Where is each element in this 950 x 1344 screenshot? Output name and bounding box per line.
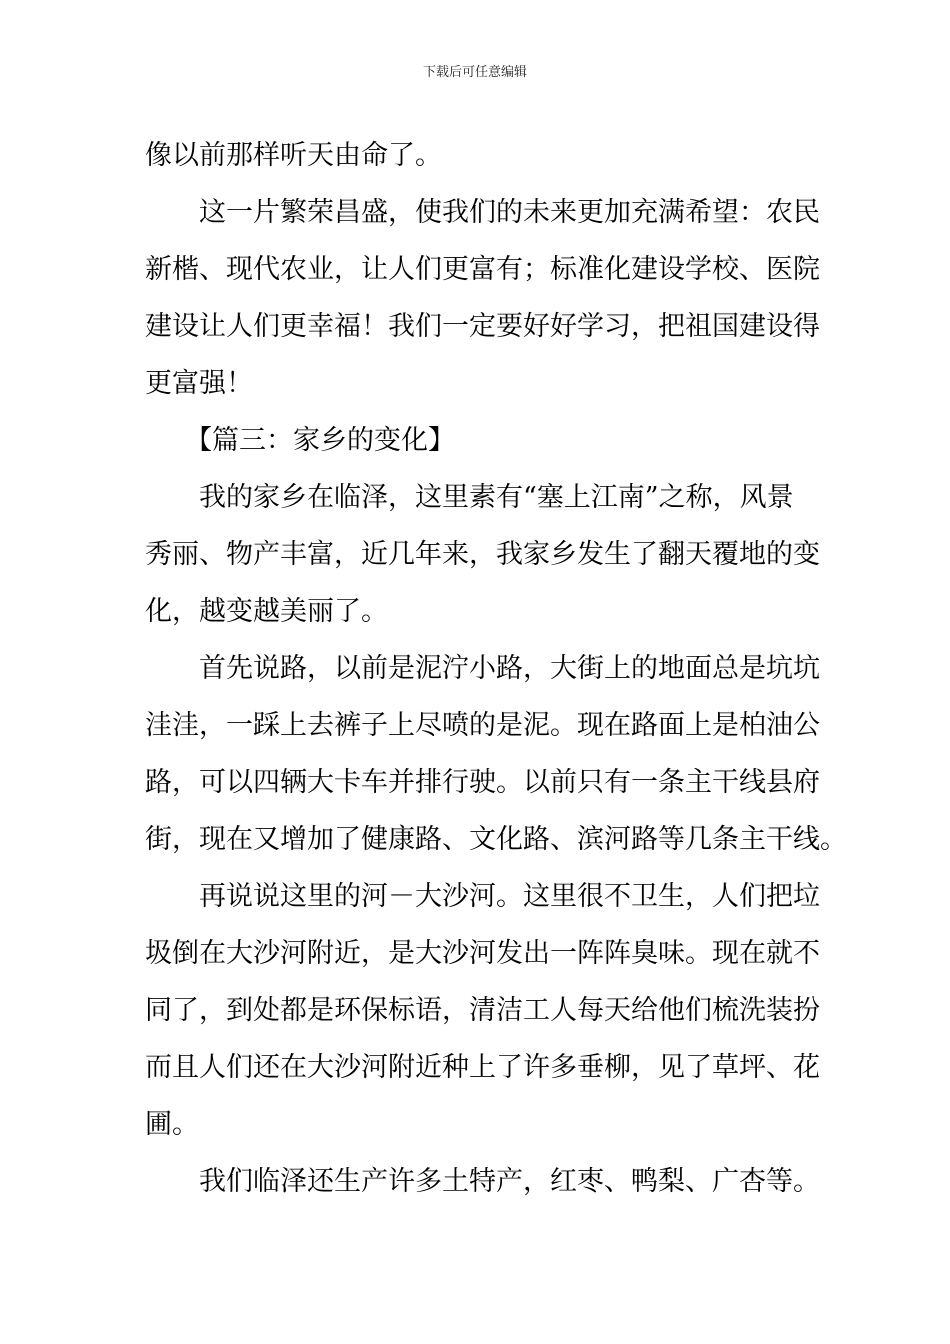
text-line: 秀丽、物产丰富，近几年来，我家乡发生了翻天覆地的变 xyxy=(145,539,820,570)
text-line: 建设让人们更幸福！我们一定要好好学习，把祖国建设得 xyxy=(145,311,820,342)
text-line: 再说说这里的河－大沙河。这里很不卫生，人们把垃 xyxy=(199,881,820,912)
text-line: 圃。 xyxy=(145,1109,199,1140)
text-line: 我的家乡在临泽，这里素有“塞上江南”之称，风景 xyxy=(199,482,794,513)
text-line: 圾倒在大沙河附近，是大沙河发出一阵阵臭味。现在就不 xyxy=(145,938,820,969)
document-body xyxy=(145,127,847,1210)
section-heading: 【篇三：家乡的变化】 xyxy=(185,425,455,456)
text-line: 洼洼，一踩上去裤子上尽喷的是泥。现在路面上是柏油公 xyxy=(145,710,820,741)
text-line: 我们临泽还生产许多土特产，红枣、鸭梨、广杏等。 xyxy=(199,1166,820,1197)
page-header: 下载后可任意编辑 xyxy=(422,65,527,80)
text-line: 首先说路，以前是泥泞小路，大街上的地面总是坑坑 xyxy=(199,653,820,684)
text-line: 像以前那样听天由命了。 xyxy=(145,140,442,171)
text-line: 街，现在又增加了健康路、文化路、滨河路等几条主干线。 xyxy=(145,824,847,855)
text-line: 而且人们还在大沙河附近种上了许多垂柳，见了草坪、花 xyxy=(145,1052,820,1083)
text-line: 这一片繁荣昌盛，使我们的未来更加充满希望：农民 xyxy=(199,197,820,228)
text-line: 更富强！ xyxy=(145,368,253,399)
text-line: 路，可以四辆大卡车并排行驶。以前只有一条主干线县府 xyxy=(145,767,820,798)
text-line: 化，越变越美丽了。 xyxy=(145,596,388,627)
text-line: 新楷、现代农业，让人们更富有；标准化建设学校、医院 xyxy=(145,254,820,285)
text-line: 同了，到处都是环保标语，清洁工人每天给他们梳洗装扮 xyxy=(145,995,820,1026)
